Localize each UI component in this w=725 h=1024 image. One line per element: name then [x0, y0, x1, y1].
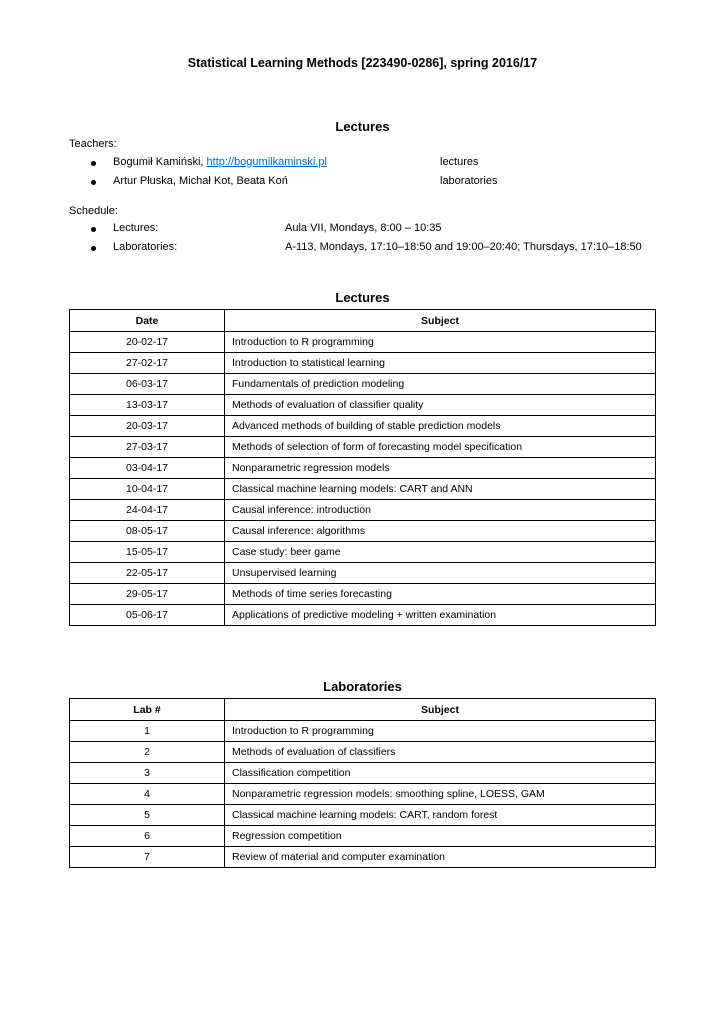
date-cell: 15-05-17 — [70, 542, 225, 563]
subject-cell: Methods of selection of form of forecasting model specification — [225, 437, 656, 458]
table-row — [70, 605, 656, 626]
subject-cell: Introduction to R programming — [225, 332, 656, 353]
date-cell: 06-03-17 — [70, 374, 225, 395]
table-row — [70, 847, 656, 868]
table-row — [70, 721, 656, 742]
table-row — [70, 742, 656, 763]
table-row — [70, 826, 656, 847]
date-cell: 20-03-17 — [70, 416, 225, 437]
bullet-icon — [91, 161, 96, 166]
table-row — [70, 563, 656, 584]
lab-number-cell: 3 — [70, 763, 225, 784]
subject-cell: Classical machine learning models: CART, random forest — [225, 805, 656, 826]
column-header-date: Date — [70, 310, 225, 332]
document-title: Statistical Learning Methods [223490-0286], spring 2016/17 — [187, 56, 538, 70]
teacher-role: lectures — [440, 156, 479, 168]
date-cell: 05-06-17 — [70, 605, 225, 626]
schedule-details: Aula VII, Mondays, 8:00 – 10:35 — [285, 222, 442, 234]
subject-cell: Causal inference: introduction — [225, 500, 656, 521]
lab-number-cell: 7 — [70, 847, 225, 868]
table-row — [70, 521, 656, 542]
schedule-type: Laboratories: — [113, 241, 178, 253]
teacher-name: Bogumił Kamiński, — [113, 156, 207, 168]
date-cell: 10-04-17 — [70, 479, 225, 500]
teacher-homepage-link[interactable]: http://bogumilkaminski.pl — [206, 156, 327, 168]
subject-cell: Advanced methods of building of stable prediction models — [225, 416, 656, 437]
date-cell: 24-04-17 — [70, 500, 225, 521]
table-row — [70, 763, 656, 784]
date-cell: 22-05-17 — [70, 563, 225, 584]
table-row — [70, 542, 656, 563]
teacher-item — [0, 175, 725, 191]
lectures-table-heading: Lectures — [335, 290, 390, 305]
date-cell: 08-05-17 — [70, 521, 225, 542]
table-row — [70, 479, 656, 500]
subject-cell: Nonparametric regression models — [225, 458, 656, 479]
subject-cell: Methods of time series forecasting — [225, 584, 656, 605]
subject-cell: Methods of evaluation of classifiers — [225, 742, 656, 763]
subject-cell: Unsupervised learning — [225, 563, 656, 584]
schedule-label: Schedule: — [69, 205, 118, 217]
bullet-icon — [91, 246, 96, 251]
schedule-details: A-113, Mondays, 17:10–18:50 and 19:00–20:40; Thursdays, 17:10–18:50 — [285, 241, 642, 253]
table-row — [70, 500, 656, 521]
table-row — [70, 458, 656, 479]
date-cell: 27-02-17 — [70, 353, 225, 374]
laboratories-table — [69, 698, 656, 868]
column-header-lab-number: Lab # — [70, 699, 225, 721]
date-cell: 13-03-17 — [70, 395, 225, 416]
bullet-icon — [91, 227, 96, 232]
table-row — [70, 437, 656, 458]
bullet-icon — [91, 180, 96, 185]
subject-cell: Review of material and computer examination — [225, 847, 656, 868]
date-cell: 27-03-17 — [70, 437, 225, 458]
table-row — [70, 584, 656, 605]
subject-cell: Classical machine learning models: CART and ANN — [225, 479, 656, 500]
subject-cell: Introduction to R programming — [225, 721, 656, 742]
subject-cell: Fundamentals of prediction modeling — [225, 374, 656, 395]
teachers-label: Teachers: — [69, 138, 117, 150]
schedule-item — [0, 241, 725, 257]
schedule-item — [0, 222, 725, 238]
lectures-table — [69, 309, 656, 626]
table-header-row — [70, 310, 656, 332]
table-row — [70, 332, 656, 353]
table-header-row — [70, 699, 656, 721]
table-row — [70, 374, 656, 395]
lectures-intro-heading: Lectures — [335, 119, 390, 134]
subject-cell: Classification competition — [225, 763, 656, 784]
table-row — [70, 416, 656, 437]
lab-number-cell: 2 — [70, 742, 225, 763]
laboratories-table-heading: Laboratories — [323, 679, 402, 694]
teacher-item — [0, 156, 725, 172]
subject-cell: Regression competition — [225, 826, 656, 847]
table-row — [70, 784, 656, 805]
date-cell: 03-04-17 — [70, 458, 225, 479]
lab-number-cell: 4 — [70, 784, 225, 805]
lab-number-cell: 6 — [70, 826, 225, 847]
subject-cell: Causal inference: algorithms — [225, 521, 656, 542]
lab-number-cell: 5 — [70, 805, 225, 826]
teacher-role: laboratories — [440, 175, 498, 187]
table-row — [70, 805, 656, 826]
subject-cell: Introduction to statistical learning — [225, 353, 656, 374]
date-cell: 20-02-17 — [70, 332, 225, 353]
subject-cell: Methods of evaluation of classifier quality — [225, 395, 656, 416]
teacher-name: Artur Płuska, Michał Kot, Beata Koń — [113, 175, 288, 187]
schedule-type: Lectures: — [113, 222, 159, 234]
subject-cell: Applications of predictive modeling + written examination — [225, 605, 656, 626]
lab-number-cell: 1 — [70, 721, 225, 742]
subject-cell: Case study: beer game — [225, 542, 656, 563]
column-header-subject: Subject — [225, 310, 656, 332]
subject-cell: Nonparametric regression models: smoothing spline, LOESS, GAM — [225, 784, 656, 805]
table-row — [70, 353, 656, 374]
column-header-subject: Subject — [225, 699, 656, 721]
date-cell: 29-05-17 — [70, 584, 225, 605]
table-row — [70, 395, 656, 416]
